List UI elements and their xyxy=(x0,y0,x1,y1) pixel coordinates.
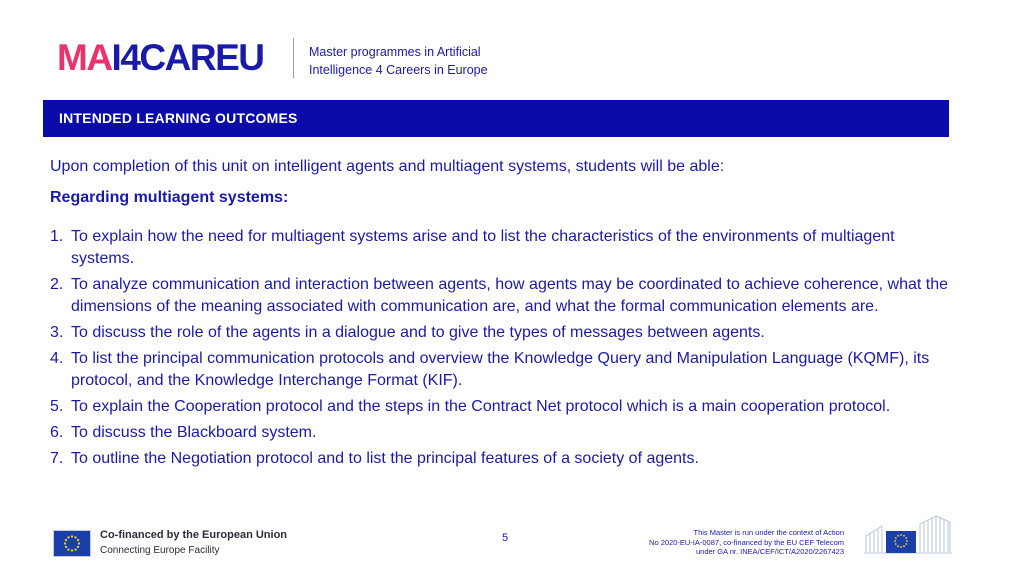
banner-title: INTENDED LEARNING OUTCOMES xyxy=(59,110,298,126)
legal-line3: under GA nr. INEA/CEF/ICT/A2020/2267423 xyxy=(695,547,844,556)
item-number: 7. xyxy=(50,450,64,467)
mai4careu-logo xyxy=(57,37,264,78)
list-item xyxy=(50,348,950,392)
legal-line2: No 2020-EU-IA-0087, co-financed by the EU CEF Telecom xyxy=(649,537,844,547)
list-item xyxy=(50,448,950,470)
item-text: To outline the Negotiation protocol and to list the principal features of a society of agents. xyxy=(71,450,699,467)
subheading: Regarding multiagent systems: xyxy=(50,189,289,206)
item-number: 6. xyxy=(50,424,64,441)
tagline-line1: Master programmes in Artificial xyxy=(309,45,481,59)
logo-part-a: MA xyxy=(57,37,112,78)
tagline-line2: Intelligence 4 Careers in Europe xyxy=(309,63,488,77)
legal-line1: This Master is run under the context of Action xyxy=(693,528,844,537)
item-text: To discuss the role of the agents in a dialogue and to give the types of messages between agents. xyxy=(71,324,765,341)
item-number: 2. xyxy=(50,276,64,293)
outcomes-list xyxy=(50,226,950,474)
legal-notice xyxy=(584,528,844,557)
item-text: To list the principal communication protocols and overview the Knowledge Query and Manipulation Language (KQMF), its protocol, and the Knowledge Interchange Format (KIF). xyxy=(71,350,930,389)
logo-part-b: I4CAR xyxy=(111,37,216,78)
list-item xyxy=(50,226,950,270)
logo-part-c: EU xyxy=(215,37,264,78)
item-number: 5. xyxy=(50,398,64,415)
logo-divider xyxy=(293,38,294,78)
item-number: 4. xyxy=(50,350,64,367)
eu-cofinancing-block xyxy=(53,528,287,558)
list-item xyxy=(50,422,950,444)
eu-line2: Connecting Europe Facility xyxy=(100,545,220,556)
tagline xyxy=(309,43,488,79)
item-text: To explain how the need for multiagent systems arise and to list the characteristics of the environments of multiagent systems. xyxy=(71,228,895,267)
list-item xyxy=(50,274,950,318)
item-number: 3. xyxy=(50,324,64,341)
list-item xyxy=(50,396,950,418)
list-item xyxy=(50,322,950,344)
section-banner xyxy=(43,100,949,137)
page-number: 5 xyxy=(502,532,509,544)
item-number: 1. xyxy=(50,228,64,245)
eu-flag-icon xyxy=(53,530,91,557)
european-commission-logo-icon xyxy=(862,512,954,558)
item-text: To discuss the Blackboard system. xyxy=(71,424,317,441)
item-text: To explain the Cooperation protocol and the steps in the Contract Net protocol which is a main cooperation protocol. xyxy=(71,398,891,415)
eu-line1: Co-financed by the European Union xyxy=(100,529,288,541)
intro-text: Upon completion of this unit on intelligent agents and multiagent systems, students will be able: xyxy=(50,158,725,175)
item-text: To analyze communication and interaction between agents, how agents may be coordinated to achieve coherence, what the dimensions of the meaning associated with communication are, and what the formal communication elements are. xyxy=(71,276,948,315)
